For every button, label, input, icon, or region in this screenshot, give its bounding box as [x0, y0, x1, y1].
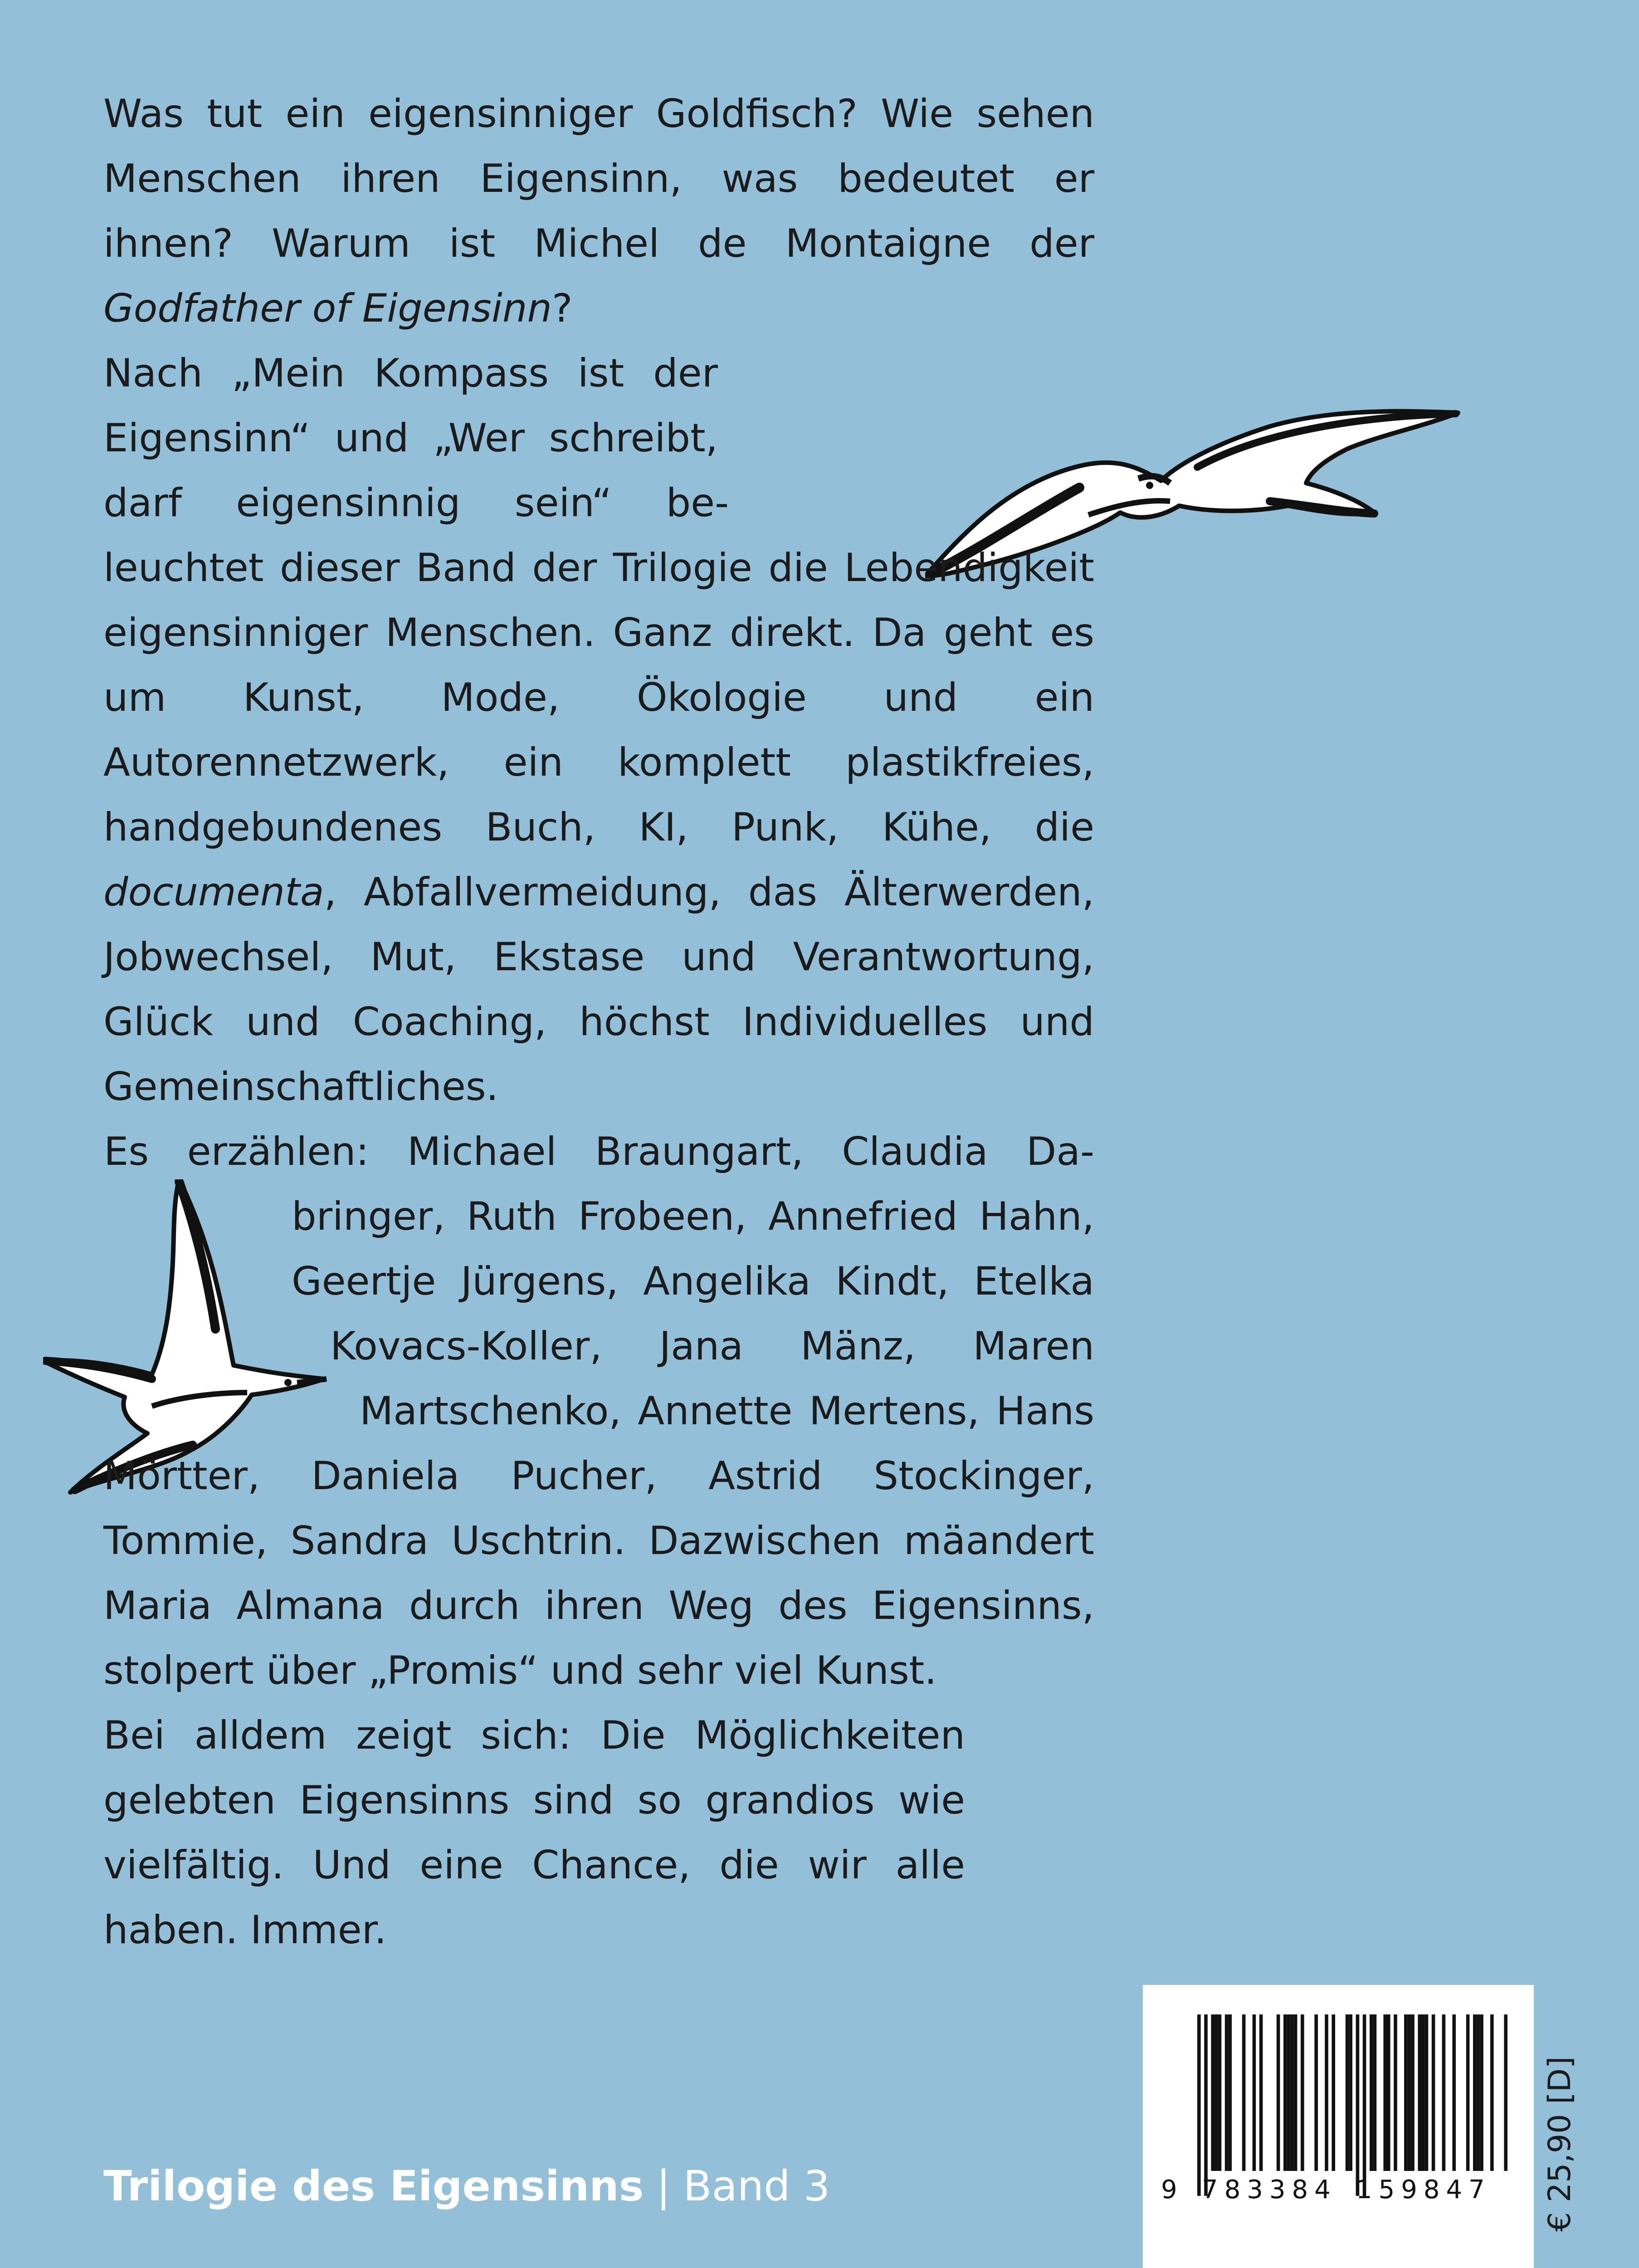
- barcode-icon: [1161, 2014, 1510, 2196]
- paragraph-intro: Was tut ein eigensinniger Goldfisch? Wie sehen Menschen ihren Eigensinn, was bedeutet er ihnen? Warum ist Michel de Montaigne der Godfather of Eigensinn?: [103, 91, 1094, 331]
- barcode-digit-group-left: 783384: [1202, 2175, 1337, 2204]
- barcode-bar: [1490, 2014, 1494, 2171]
- barcode-bar: [1363, 2014, 1366, 2196]
- price-label: € 25,90 [D]: [1542, 2056, 1578, 2232]
- barcode-bar: [1442, 2014, 1446, 2171]
- barcode-bar: [1370, 2014, 1373, 2171]
- barcode-bar: [1404, 2014, 1408, 2171]
- barcode-bar: [1411, 2014, 1415, 2171]
- italic-term: Godfather of Eigensinn: [103, 286, 552, 331]
- barcode-bar: [1314, 2014, 1318, 2171]
- blurb-text: [103, 82, 1094, 1963]
- series-separator: |: [656, 2162, 671, 2210]
- barcode-bar: [1452, 2014, 1456, 2171]
- barcode-bar: [1290, 2014, 1294, 2171]
- barcode-bar: [1242, 2014, 1246, 2171]
- barcode-bar: [1332, 2014, 1335, 2171]
- barcode-bar: [1418, 2014, 1421, 2171]
- barcode-bar: [1421, 2014, 1425, 2171]
- barcode-digit-first: 9: [1161, 2175, 1177, 2204]
- barcode-bar: [1383, 2014, 1387, 2171]
- barcode-bar: [1425, 2014, 1429, 2171]
- bird-wrap-space-top: [718, 341, 1094, 532]
- barcode-bar: [1259, 2014, 1263, 2171]
- barcode-bar: [1253, 2014, 1256, 2171]
- paragraph-themes: Nach „Mein Kompass ist der Eigensinn“ und „Wer schreibt, darf eigensinnig sein“ beleuchtet dieser Band der Trilogie die Lebendigkeit eigensinniger Menschen. Ganz direkt. Da geht es um Kunst, Mode, Ökologie und ein Autorennetzwerk, ein komplett plastikfreies, handgebundenes Buch, KI, Punk, Kühe, die documenta, Abfallvermeidung, das Älterwerden, Jobwechsel, Mut, Ekstase und Verantwortung, Glück und Coaching, höchst Individuelles und Gemeinschaftliches.: [103, 351, 1094, 1110]
- barcode-bar: [1228, 2014, 1232, 2171]
- barcode-bar: [1197, 2014, 1201, 2196]
- barcode-bar: [1466, 2014, 1470, 2171]
- series-line: [103, 2159, 830, 2214]
- barcode-bar: [1204, 2014, 1208, 2196]
- barcode-bar: [1394, 2014, 1397, 2171]
- barcode-bar: [1277, 2014, 1280, 2171]
- barcode-bar: [1218, 2014, 1222, 2171]
- barcode-bar: [1301, 2014, 1304, 2171]
- barcode-bar: [1346, 2014, 1349, 2171]
- barcode-bar: [1225, 2014, 1229, 2171]
- barcode-bar: [1349, 2014, 1352, 2171]
- paragraph-contributors: Es erzählen: Michael Braungart, Claudia Dabringer, Ruth Frobeen, Annefried Hahn, Geertje Jürgens, Angelika Kindt, Etelka Kovacs-Koller, Jana Mänz, Maren Martschenko, Annette Mertens, Hans Mörtter, Daniela Pucher, Astrid Stockinger, Tommie, Sandra Uschtrin. Dazwischen mäandert Maria Almana durch ihren Weg des Eigensinns, stolpert über „Promis“ und sehr viel Kunst.: [103, 1129, 1094, 1693]
- barcode-bar: [1211, 2014, 1215, 2171]
- barcode-bar: [1387, 2014, 1390, 2171]
- barcode-bar: [1504, 2014, 1507, 2171]
- italic-term: documenta: [103, 870, 324, 915]
- paragraph-closing: Bei alldem zeigt sich: Die Möglichkeiten gelebten Eigensinns sind so grandios wie vielfältig. Und eine Chance, die wir alle haben. Immer.: [103, 1713, 965, 1953]
- barcode-bar: [1325, 2014, 1328, 2171]
- barcode-bar: [1283, 2014, 1287, 2171]
- barcode-bar: [1480, 2014, 1483, 2171]
- series-title: Trilogie des Eigensinns: [103, 2162, 644, 2210]
- barcode-bar: [1408, 2014, 1411, 2171]
- barcode-bar: [1287, 2014, 1291, 2171]
- barcode-bar: [1477, 2014, 1480, 2171]
- barcode-box: [1143, 1985, 1534, 2268]
- series-band: Band 3: [683, 2162, 830, 2210]
- barcode-bar: [1432, 2014, 1435, 2171]
- barcode-bar: [1215, 2014, 1218, 2171]
- barcode-bar: [1294, 2014, 1298, 2171]
- barcode-bar: [1356, 2014, 1360, 2196]
- barcode-digit-group-right: 159847: [1356, 2175, 1491, 2204]
- barcode-bar: [1373, 2014, 1377, 2171]
- barcode-bar: [1473, 2014, 1477, 2171]
